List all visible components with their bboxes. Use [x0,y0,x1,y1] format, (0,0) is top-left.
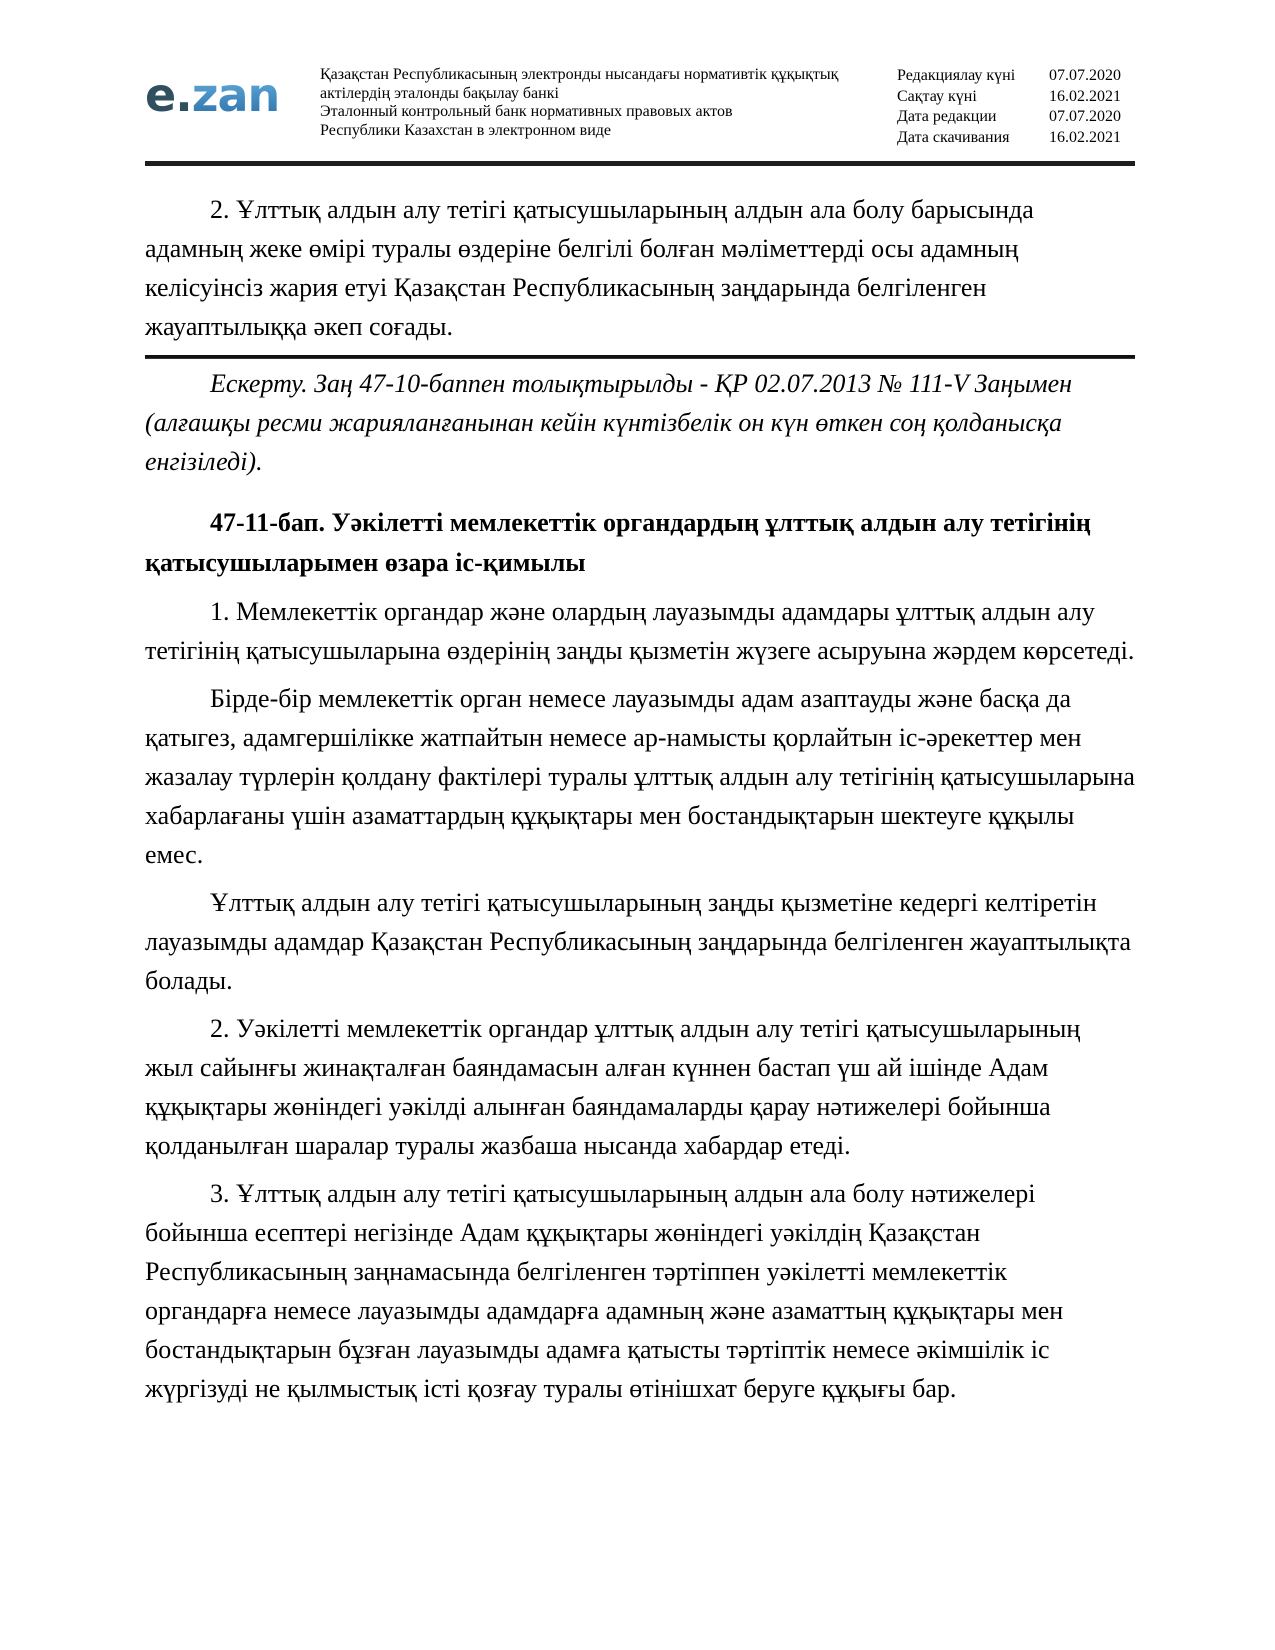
logo-text-e: e. [145,68,192,122]
body-paragraph: 1. Мемлекеттік органдар және олардың лауазымды адамдары ұлттық алдын алу тетігінің қатысушыларына өздерінің заңды қызметін жүзеге асыруына жәрдем көрсетеді. [145,597,1135,665]
clause-2-paragraph: 2. Ұлттық алдын алу тетігі қатысушыларының алдын ала болу барысында адамның жеке өмірі туралы өздеріне белгілі болған мәліметтерді осы адамның келісуінсіз жария етуі Қазақстан Республикасының заңдарында белгіленген жауаптылыққа әкеп соғады. [145,195,1034,341]
bank-title-line: Қазақстан Республикасының электронды нысандағы нормативтік құқықтық [320,66,839,83]
note-divider [145,355,1135,359]
meta-label: Дата скачивания [897,128,1010,146]
meta-label: Редакциялау күні [897,67,1016,84]
meta-row [897,87,1135,108]
meta-value: 16.02.2021 [1049,128,1121,146]
meta-value: 07.07.2020 [1049,67,1121,84]
meta-row [897,66,1135,87]
meta-row [897,128,1135,149]
header-divider [145,161,1135,166]
body-paragraph: Ұлттық алдын алу тетігі қатысушыларының заңды қызметіне кедергі келтіретін лауазымды адамдар Қазақстан Республикасының заңдарында белгіленген жауаптылықта болады. [145,888,1131,995]
meta-row [897,107,1135,128]
body-paragraph: 3. Ұлттық алдын алу тетігі қатысушыларының алдын ала болу нәтижелері бойынша есептері негізінде Адам құқықтары жөніндегі уәкілдің Қазақстан Республикасының заңнамасында белгіленген тәртіппен уәкілетті мемлекеттік органдарға немесе лауазымды адамдарға адамның және азаматтың құқықтары мен бостандықтарын бұзған лауазымды адамға қатысты тәртіптік немесе әкімшілік іс жүргізуді не қылмыстық істі қозғау туралы өтінішхат беруге құқығы бар. [145,1179,1064,1403]
amendment-note: Ескерту. Заң 47-10-баппен толықтырылды - ҚР 02.07.2013 № 111-V Заңымен (алғашқы ресми жарияланғанынан кейін күнтізбелік он күн өткен соң қолданысқа енгізіледі). [145,369,1073,476]
article-heading: 47-11-бап. Уәкілетті мемлекеттік органдардың ұлттық алдын алу тетігінің қатысушыларымен өзара іс-қимылы [145,508,1091,577]
bank-title-line: Эталонный контрольный банк нормативных правовых актов [320,103,733,120]
meta-value: 07.07.2020 [1049,108,1121,125]
body-paragraph: Бірде-бір мемлекеттік орган немесе лауазымды адам азаптауды және басқа да қатыгез, адамгершілікке жатпайтын немесе ар-намысты қорлайтын іс-әрекеттер мен жазалау түрлерін қолдану фактілері туралы ұлттық алдын алу тетігінің қатысушыларына хабарлағаны үшін азаматтардың құқықтары мен бостандықтарын шектеуге құқылы емес. [145,684,1135,869]
document-header [145,58,1135,148]
meta-value: 16.02.2021 [1049,87,1121,105]
bank-title-line: Республики Казахстан в электронном виде [320,121,612,139]
body-paragraph: 2. Уәкілетті мемлекеттік органдар ұлттық алдын алу тетігі қатысушыларының жыл сайынғы жинақталған баяндамасын алған күннен бастап үш ай ішінде Адам құқықтары жөніндегі уәкілді алынған баяндамаларды қарау нәтижелері бойынша қолданылған шаралар туралы жазбаша нысанда хабардар етеді. [145,1014,1081,1160]
logo-text-zan: zan [191,68,280,122]
bank-title-line: актілердің эталонды бақылау банкі [320,84,559,102]
document-meta [897,58,1135,148]
ezan-logo [145,58,320,122]
meta-label: Дата редакции [897,108,997,125]
document-body [145,190,1135,1408]
meta-label: Сақтау күні [897,87,977,105]
bank-title [320,58,890,140]
